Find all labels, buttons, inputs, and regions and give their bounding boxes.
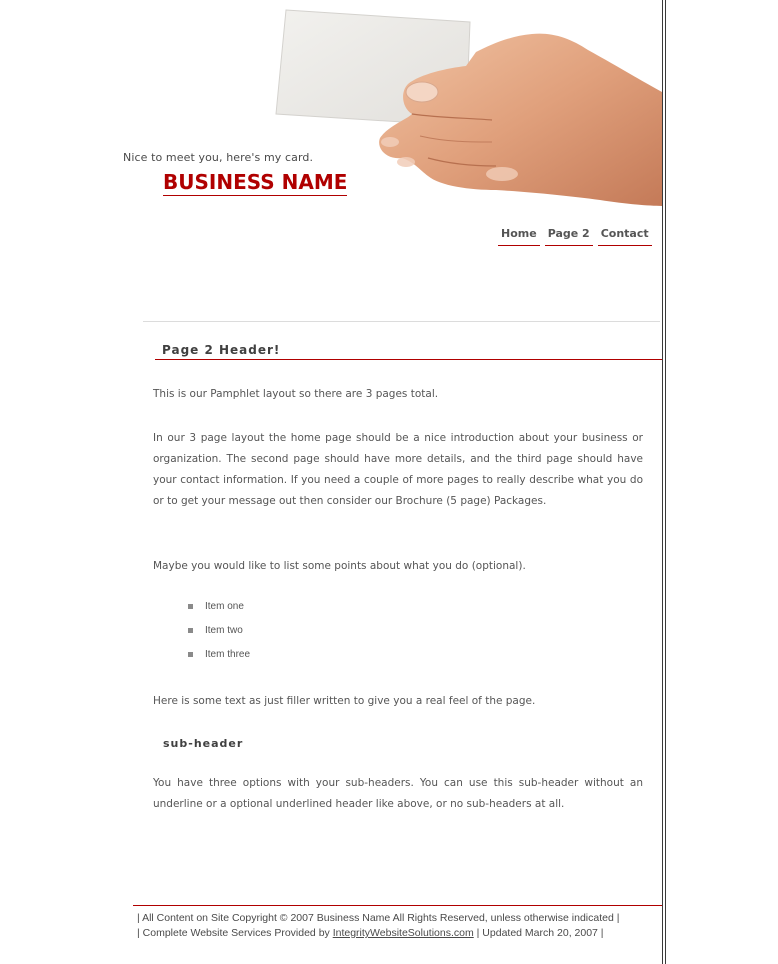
footer [137,911,657,941]
list-item-label: Item two [205,625,243,636]
list-item-label: Item one [205,601,244,612]
nav-link-contact[interactable]: Contact [598,227,652,246]
nav-link-page-2[interactable]: Page 2 [545,227,593,246]
square-bullet-icon [188,628,193,633]
list-item-label: Item three [205,649,251,660]
sub-header: sub-header [163,737,244,750]
page-border-line [662,0,663,964]
nav-link-home[interactable]: Home [498,227,540,246]
footer-credits [137,926,657,941]
business-name-logo[interactable]: BUSINESS NAME [163,170,348,194]
paragraph: You have three options with your sub-headers. You can use this sub-header without an underline or a optional underlined header like above, or no sub-headers at all. [153,777,643,810]
footer-divider [133,905,662,906]
paragraph: Here is some text as just filler written to give you a real feel of the page. [153,695,536,707]
integrity-website-solutions-link[interactable]: IntegrityWebsiteSolutions.com [332,927,474,939]
footer-copyright: | All Content on Site Copyright © 2007 Business Name All Rights Reserved, unless otherwise indicated | [137,912,620,924]
list-item [188,599,250,623]
page-border-line [665,0,666,964]
footer-credits-suffix: | Updated March 20, 2007 | [473,927,604,939]
main-nav [498,227,657,246]
paragraph: In our 3 page layout the home page should be a nice introduction about your business or organization. The second page should have more details, and the third page should have your contact information. If you need a couple of more pages to really describe what you do or to get your message out then consider our Brochure (5 page) Packages. [153,432,643,507]
bullet-list [188,599,250,671]
list-item [188,647,250,671]
square-bullet-icon [188,604,193,609]
list-item [188,623,250,647]
paragraph: Maybe you would like to list some points about what you do (optional). [153,560,526,572]
tagline: Nice to meet you, here's my card. [123,151,314,164]
page-title: Page 2 Header! [162,343,281,357]
footer-credits-prefix: | Complete Website Services Provided by [137,927,333,939]
title-underline [155,359,662,360]
divider [143,321,660,322]
square-bullet-icon [188,652,193,657]
paragraph: This is our Pamphlet layout so there are 3 pages total. [153,388,439,400]
